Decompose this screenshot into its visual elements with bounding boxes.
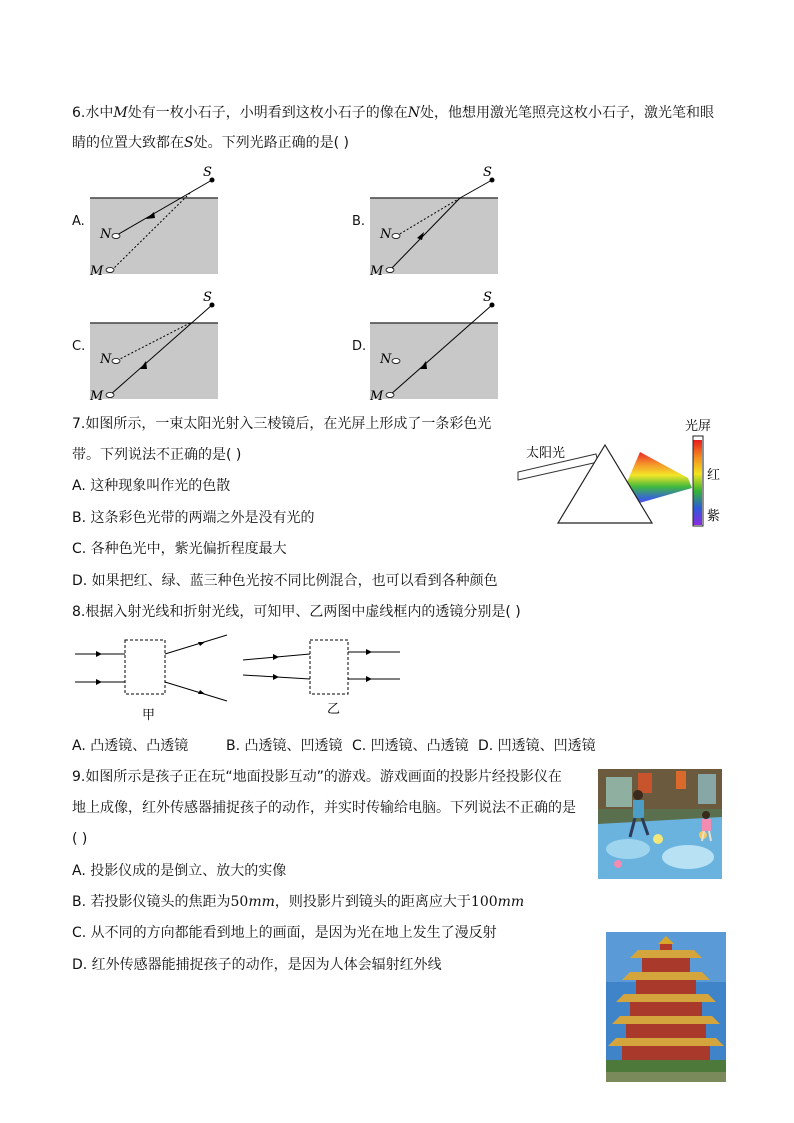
- screen-label: 光屏: [685, 419, 712, 434]
- q6-option-a-label[interactable]: A.: [72, 214, 85, 229]
- q9-option-b-text: ，则投影片到镜头的距离应大于: [274, 894, 471, 910]
- q7-option-b[interactable]: B. 这条彩色光带的两端之外是没有光的: [72, 510, 315, 526]
- label-n: N: [380, 352, 392, 367]
- q6-diagram-c: [82, 285, 232, 405]
- q9-focal-length-value: 50: [230, 894, 249, 910]
- refracted-ray: [165, 635, 227, 654]
- arrow-icon: [273, 674, 279, 680]
- label-n: N: [380, 227, 392, 242]
- q8-stem: 8.根据入射光线和折射光线，可知甲、乙两图中虚线框内的透镜分别是( ): [72, 604, 521, 620]
- q8-option-d[interactable]: D. 凹透镜、凹透镜: [478, 738, 596, 754]
- arrow-icon: [96, 679, 102, 685]
- q6-var-n: N: [407, 105, 420, 121]
- q8-option-c[interactable]: C. 凹透镜、凸透镜: [352, 738, 469, 754]
- q9-option-d[interactable]: D. 红外传感器能捕捉孩子的动作，是因为人体会辐射红外线: [72, 957, 442, 973]
- q6-text: 处。下列光路正确的是( ): [193, 135, 349, 151]
- floor-projection-photo: [598, 769, 722, 879]
- sunlight-label: 太阳光: [526, 446, 566, 461]
- q9-distance-value: 100: [470, 894, 498, 910]
- q6-diagram-d: [362, 285, 512, 405]
- q6-stem-line1: [72, 103, 714, 123]
- arrow-icon: [96, 651, 102, 657]
- label-n: N: [100, 227, 112, 242]
- q6-option-c-label[interactable]: C.: [72, 339, 86, 354]
- q6-text: 处，他想用激光笔照亮这枚小石子，激光笔和眼: [419, 105, 714, 121]
- q8-option-a[interactable]: A. 凸透镜、凸透镜: [72, 738, 189, 754]
- q7-stem-line1: 7.如图所示，一束太阳光射入三棱镜后，在光屏上形成了一条彩色光: [72, 416, 492, 432]
- q6-var-m: M: [113, 105, 128, 121]
- arrow-icon: [366, 649, 372, 655]
- q9-stem-line1: 9.如图所示是孩子正在玩“地面投影互动”的游戏。游戏画面的投影片经投影仪在: [72, 769, 562, 785]
- stone-m: [106, 268, 114, 273]
- q9-stem-line3: ( ): [72, 831, 88, 847]
- stone-image-n: [112, 359, 120, 364]
- stone-m: [386, 393, 394, 398]
- stone-m: [106, 393, 114, 398]
- q9-stem-line2: 地上成像，红外传感器捕捉孩子的动作，并实时传输给电脑。下列说法不正确的是: [72, 800, 576, 816]
- fig-yi-label: 乙: [327, 702, 341, 717]
- arrow-icon: [198, 690, 205, 694]
- q6-option-d-label[interactable]: D.: [352, 339, 367, 354]
- q6-var-s: S: [184, 135, 194, 151]
- label-m: M: [370, 264, 384, 279]
- stone-m: [386, 268, 394, 273]
- q6-stem-line2: [72, 133, 349, 153]
- q6-text: 处有一枚小石子，小明看到这枚小石子的像在: [127, 105, 408, 121]
- q6-diagram-b: [362, 160, 512, 280]
- label-m: M: [370, 389, 384, 404]
- q7-prism-figure: [510, 410, 740, 535]
- q7-option-a[interactable]: A. 这种现象叫作光的色散: [72, 478, 231, 494]
- q9-option-b-text: B. 若投影仪镜头的焦距为: [72, 894, 231, 910]
- q8-lens-figures: [70, 628, 410, 728]
- tower-photo: [606, 932, 726, 1082]
- lens-box-jia: [125, 640, 165, 694]
- q6-text: 睛的位置大致都在: [72, 135, 184, 151]
- q6-text: 6.水中: [72, 105, 114, 121]
- label-s: S: [483, 165, 492, 180]
- light-ray-incident: [460, 180, 492, 198]
- q7-stem-line2: 带。下列说法不正确的是( ): [72, 447, 242, 463]
- refracted-ray: [165, 682, 227, 701]
- stone-image-n: [112, 234, 120, 239]
- q9-option-b[interactable]: [72, 892, 524, 912]
- label-s: S: [203, 290, 212, 305]
- q9-option-a[interactable]: A. 投影仪成的是倒立、放大的实像: [72, 863, 287, 879]
- arrow-icon: [273, 654, 279, 660]
- q9-unit: mm: [248, 894, 275, 910]
- q6-diagram-a: [82, 160, 232, 280]
- lens-box-yi: [310, 640, 348, 694]
- q7-option-c[interactable]: C. 各种色光中，紫光偏折程度最大: [72, 541, 287, 557]
- violet-label: 紫: [707, 509, 721, 524]
- stone-image-n: [392, 234, 400, 239]
- fig-jia-label: 甲: [142, 708, 156, 723]
- q8-option-b[interactable]: B. 凸透镜、凹透镜: [226, 738, 343, 754]
- red-label: 红: [707, 468, 721, 483]
- label-n: N: [100, 352, 112, 367]
- spectrum-band: [693, 440, 702, 525]
- label-s: S: [483, 290, 492, 305]
- label-m: M: [90, 264, 104, 279]
- label-m: M: [90, 389, 104, 404]
- stone-image-n: [392, 359, 400, 364]
- q6-option-b-label[interactable]: B.: [352, 214, 366, 229]
- q7-option-d[interactable]: D. 如果把红、绿、蓝三种色光按不同比例混合，也可以看到各种颜色: [72, 573, 498, 589]
- arrow-icon: [366, 676, 372, 682]
- label-s: S: [203, 165, 212, 180]
- q9-option-c[interactable]: C. 从不同的方向都能看到地上的画面，是因为光在地上发生了漫反射: [72, 925, 497, 941]
- arrow-icon: [198, 642, 205, 646]
- q9-unit: mm: [497, 894, 525, 910]
